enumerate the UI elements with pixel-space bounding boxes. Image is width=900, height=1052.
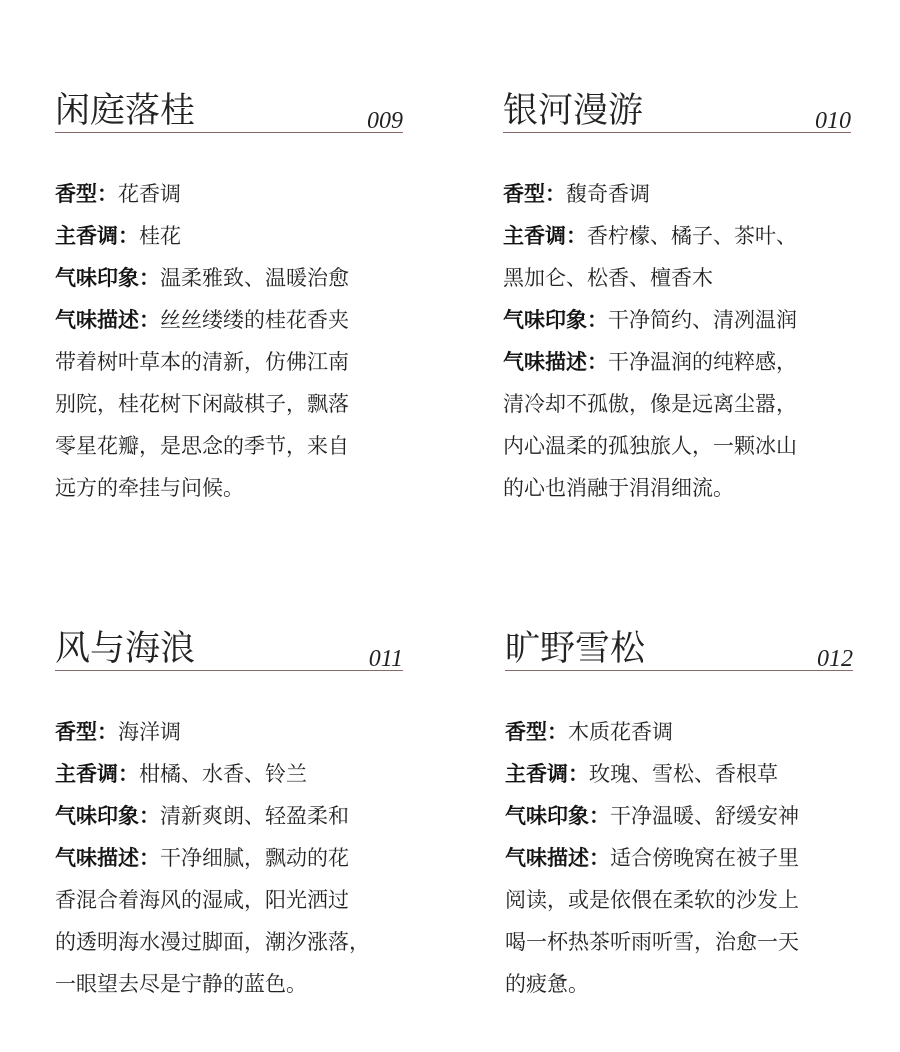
scent-type-row	[505, 711, 853, 753]
description-line: 喝一杯热茶听雨听雪，治愈一天	[505, 930, 799, 954]
fragrance-card-011	[55, 626, 403, 1005]
description-line: 丝丝缕缕的桂花香夹	[160, 308, 349, 332]
description-row	[55, 299, 403, 341]
description-label: 气味描述：	[503, 350, 608, 374]
description-row	[55, 837, 403, 879]
main-notes-value: 玫瑰、雪松、香根草	[589, 762, 778, 786]
card-header	[505, 626, 853, 671]
scent-type-label: 香型：	[505, 720, 568, 744]
impression-value: 干净简约、清冽温润	[608, 308, 797, 332]
impression-value: 清新爽朗、轻盈柔和	[160, 804, 349, 828]
description-row	[503, 341, 851, 383]
main-notes-row	[55, 215, 403, 257]
description-line: 带着树叶草本的清新，仿佛江南	[55, 350, 349, 374]
impression-row	[55, 795, 403, 837]
scent-type-label: 香型：	[55, 720, 118, 744]
description-line: 适合傍晚窝在被子里	[610, 846, 799, 870]
main-notes-label: 主香调：	[505, 762, 589, 786]
description-line: 干净温润的纯粹感，	[608, 350, 797, 374]
main-notes-value: 柑橘、水香、铃兰	[139, 762, 307, 786]
card-title: 闲庭落桂	[55, 91, 196, 131]
card-title: 风与海浪	[55, 629, 196, 669]
description-line: 的心也消融于涓涓细流。	[503, 476, 734, 500]
scent-type-value: 馥奇香调	[566, 182, 650, 206]
fragrance-card-012	[505, 626, 853, 1005]
description-line: 零星花瓣，是思念的季节，来自	[55, 434, 349, 458]
scent-type-value: 海洋调	[118, 720, 181, 744]
scent-type-value: 花香调	[118, 182, 181, 206]
description-line: 的疲惫。	[505, 972, 589, 996]
main-notes-line: 黑加仑、松香、檀香木	[503, 266, 713, 290]
card-number: 009	[367, 108, 403, 134]
scent-type-value: 木质花香调	[568, 720, 673, 744]
card-number: 012	[817, 646, 853, 672]
impression-label: 气味印象：	[503, 308, 608, 332]
impression-label: 气味印象：	[55, 266, 160, 290]
card-details	[55, 173, 403, 509]
card-number: 011	[368, 646, 403, 672]
description-line: 干净细腻，飘动的花	[160, 846, 349, 870]
main-notes-row	[55, 753, 403, 795]
impression-label: 气味印象：	[55, 804, 160, 828]
scent-type-row	[55, 711, 403, 753]
impression-row	[503, 299, 851, 341]
scent-type-row	[503, 173, 851, 215]
card-header	[503, 88, 851, 133]
description-line: 清冷却不孤傲，像是远离尘嚣，	[503, 392, 797, 416]
impression-value: 干净温暖、舒缓安神	[610, 804, 799, 828]
main-notes-row	[505, 753, 853, 795]
description-line: 一眼望去尽是宁静的蓝色。	[55, 972, 307, 996]
description-line: 香混合着海风的湿咸，阳光洒过	[55, 888, 349, 912]
card-number: 010	[815, 108, 851, 134]
impression-label: 气味印象：	[505, 804, 610, 828]
description-label: 气味描述：	[505, 846, 610, 870]
main-notes-value: 桂花	[139, 224, 181, 248]
scent-type-label: 香型：	[55, 182, 118, 206]
card-details	[55, 711, 403, 1005]
description-line: 内心温柔的孤独旅人，一颗冰山	[503, 434, 797, 458]
impression-row	[55, 257, 403, 299]
main-notes-label: 主香调：	[503, 224, 587, 248]
card-title: 旷野雪松	[505, 629, 646, 669]
card-details	[503, 173, 851, 509]
description-label: 气味描述：	[55, 308, 160, 332]
description-row	[505, 837, 853, 879]
card-details	[505, 711, 853, 1005]
scent-type-row	[55, 173, 403, 215]
description-label: 气味描述：	[55, 846, 160, 870]
main-notes-value: 香柠檬、橘子、茶叶、	[587, 224, 797, 248]
description-line: 阅读，或是依偎在柔软的沙发上	[505, 888, 799, 912]
impression-value: 温柔雅致、温暖治愈	[160, 266, 349, 290]
main-notes-row	[503, 215, 851, 257]
card-header	[55, 88, 403, 133]
card-header	[55, 626, 403, 671]
fragrance-card-010	[503, 88, 851, 509]
main-notes-label: 主香调：	[55, 224, 139, 248]
description-line: 的透明海水漫过脚面，潮汐涨落，	[55, 930, 370, 954]
scent-type-label: 香型：	[503, 182, 566, 206]
impression-row	[505, 795, 853, 837]
fragrance-card-009	[55, 88, 403, 509]
description-line: 别院，桂花树下闲敲棋子，飘落	[55, 392, 349, 416]
description-line: 远方的牵挂与问候。	[55, 476, 244, 500]
card-title: 银河漫游	[503, 91, 644, 131]
main-notes-label: 主香调：	[55, 762, 139, 786]
